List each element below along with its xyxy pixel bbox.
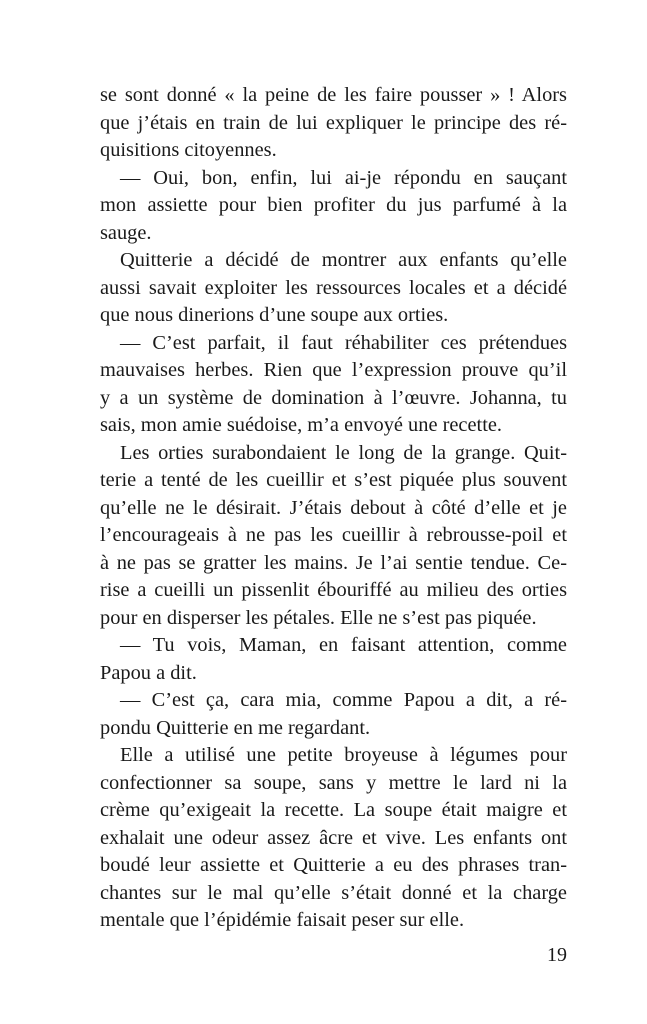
- text-line: à ne pas se gratter les mains. Je l’ai sentie tendue. Ce-: [100, 551, 567, 574]
- text-line: mentale que l’épidémie faisait peser sur elle.: [100, 909, 465, 931]
- text-line: boudé leur assiette et Quitterie a eu des phrases tran-: [100, 854, 567, 876]
- text-line: sais, mon amie suédoise, m’a envoyé une recette.: [100, 414, 503, 436]
- text-line: Papou a dit.: [100, 661, 197, 684]
- text-line: pondu Quitterie en me regardant.: [100, 716, 371, 739]
- text-line: qu’elle ne le désirait. J’étais debout à côté d’elle et je: [100, 496, 567, 519]
- text-line: rise a cueilli un pissenlit ébouriffé au milieu des orties: [100, 579, 567, 601]
- text-line: que j’étais en train de lui expliquer le principe des ré-: [100, 111, 567, 134]
- text-line: Les orties surabondaient le long de la grange. Quit-: [120, 441, 567, 464]
- text-line: y a un système de domination à l’œuvre. Johanna, tu: [100, 386, 567, 409]
- text-line: quisitions citoyennes.: [100, 139, 277, 161]
- page-body: [100, 82, 567, 935]
- text-line: confectionner sa soupe, sans y mettre le lard ni la: [100, 771, 567, 794]
- text-line: Quitterie a décidé de montrer aux enfants qu’elle: [120, 249, 567, 271]
- text-line: pour en disperser les pétales. Elle ne s’est pas piquée.: [100, 606, 537, 629]
- text-line: — C’est parfait, il faut réhabiliter ces prétendues: [120, 331, 567, 354]
- text-line: exhalait une odeur assez âcre et vive. Les enfants ont: [100, 826, 567, 849]
- text-line: sauge.: [100, 221, 152, 244]
- text-line: mauvaises herbes. Rien que l’expression prouve qu’il: [100, 359, 567, 381]
- text-line: Elle a utilisé une petite broyeuse à légumes pour: [120, 744, 567, 766]
- text-line: chantes sur le mal qu’elle s’était donné et la charge: [100, 881, 567, 904]
- text-line: mon assiette pour bien profiter du jus parfumé à la: [100, 194, 567, 216]
- text-line: crème qu’exigeait la recette. La soupe était maigre et: [100, 799, 567, 821]
- text-line: aussi savait exploiter les ressources locales et a décidé: [100, 276, 567, 299]
- text-line: — Tu vois, Maman, en faisant attention, comme: [120, 634, 567, 656]
- text-line: — C’est ça, cara mia, comme Papou a dit, a ré-: [120, 689, 567, 711]
- text-line: que nous dinerions d’une soupe aux orties.: [100, 304, 449, 326]
- text-line: terie a tenté de les cueillir et s’est piquée plus souvent: [100, 469, 567, 491]
- text-line: se sont donné « la peine de les faire pousser » ! Alors: [100, 84, 567, 106]
- body-text: [100, 82, 567, 935]
- text-line: l’encourageais à ne pas les cueillir à rebrousse-poil et: [100, 524, 567, 546]
- page-number: 19: [547, 944, 567, 966]
- text-line: — Oui, bon, enfin, lui ai-je répondu en sauçant: [120, 166, 567, 189]
